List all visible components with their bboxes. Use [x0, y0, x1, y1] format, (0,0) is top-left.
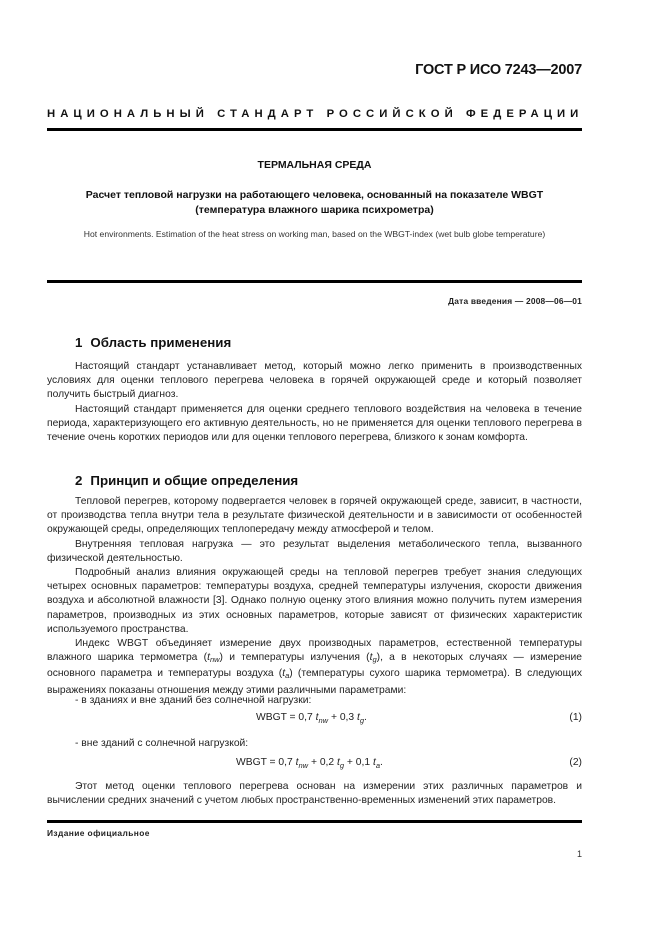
- paragraph: Настоящий стандарт устанавливает метод, который можно легко применить в производственных условиях для оценки теплового перегрева человека в горячей окружающей среде и который позволяет получить быстрый диагноз.: [47, 361, 582, 401]
- subtitle-line-2: (температура влажного шарика психрометра): [195, 204, 434, 216]
- section-title: Область применения: [90, 335, 232, 350]
- condition-indoor: - в зданиях и вне зданий без солнечной нагрузки:: [75, 695, 312, 706]
- condition-outdoor: - вне зданий с солнечной нагрузкой:: [75, 738, 249, 749]
- paragraph-wbgt-index: Индекс WBGT объединяет измерение двух производных параметров, естественной температуры влажного шарика термометра (tnw) и температуры излучения (tg), а в некоторых случаях — измерение основного параметра и температуры воздуха (ta) (температуры сухого шарика термометра). В следующих выражениях показаны отношения между этими различными параметрами:: [47, 638, 583, 696]
- equation-number-1: (1): [569, 712, 582, 723]
- section-number: 2: [75, 473, 83, 488]
- formula-1: WBGT = 0,7 $t_{nw} + 0,3$ $t_g$.: [256, 712, 367, 726]
- paragraph: Внутренняя тепловая нагрузка — это результат выделения метаболического тепла, вызванного физической деятельностью.: [47, 539, 582, 565]
- section-number: 1: [75, 335, 83, 350]
- paragraph: Подробный анализ влияния окружающей среды на тепловой перегрев требует знания следующих четырех основных параметров: температуры воздуха, средней температуры излучения, скорости движения воздуха и абсолютной влажности [3]. Однако полную оценку этого влияния можно получить путем измерения параметров, производных из этих основных параметров, которые зависят от физических характеристик используемого пространства.: [47, 567, 582, 635]
- paragraph: Этот метод оценки теплового перегрева основан на измерении этих различных параметров и вычислении средних значений с учетом любых пространственно-временных изменений этих параметров.: [47, 781, 582, 807]
- subtitle-line-1: Расчет тепловой нагрузки на работающего человека, основанный на показателе WBGT: [85, 189, 544, 201]
- equation-number-2: (2): [569, 757, 582, 768]
- section-2-heading: [75, 473, 298, 488]
- introduction-date: Дата введения — 2008—06—01: [448, 296, 582, 306]
- english-title: Hot environments. Estimation of the heat stress on working man, based on the WBGT-index (wet bulb globe temperature): [83, 229, 546, 239]
- document-title: ТЕРМАЛЬНАЯ СРЕДА: [257, 159, 372, 171]
- section-1-heading: [75, 335, 231, 350]
- document-code: ГОСТ Р ИСО 7243—2007: [415, 62, 582, 78]
- paragraph: Тепловой перегрев, которому подвергается человек в горячей окружающей среде, зависит, в частности, от производства тепла внутри тела в результате физической деятельности и в зависимости от особенностей окружающей среды, определяющих теплопередачу между атмосферой и телом.: [47, 496, 582, 536]
- official-edition-label: Издание официальное: [47, 828, 150, 838]
- formula-2: WBGT = 0,7 $t_{nw} + 0,2$ $t_g + 0,1$ $t_a$.: [236, 757, 383, 771]
- title-rule: [47, 280, 582, 283]
- top-rule: [47, 128, 582, 131]
- section-title: Принцип и общие определения: [90, 473, 299, 488]
- national-standard-banner: НАЦИОНАЛЬНЫЙ СТАНДАРТ РОССИЙСКОЙ ФЕДЕРАЦИИ: [47, 108, 584, 120]
- paragraph: Настоящий стандарт применяется для оценки среднего теплового воздействия на человека в течение периода, характеризующего его активную деятельность, но не применяется для оценки теплового перегрева в течение очень коротких периодов или для оценки теплового перегрева, близкого к зонам комфорта.: [47, 404, 582, 444]
- page-number: 1: [576, 849, 582, 859]
- document-subtitle: [47, 188, 582, 218]
- footer-rule: [47, 820, 582, 823]
